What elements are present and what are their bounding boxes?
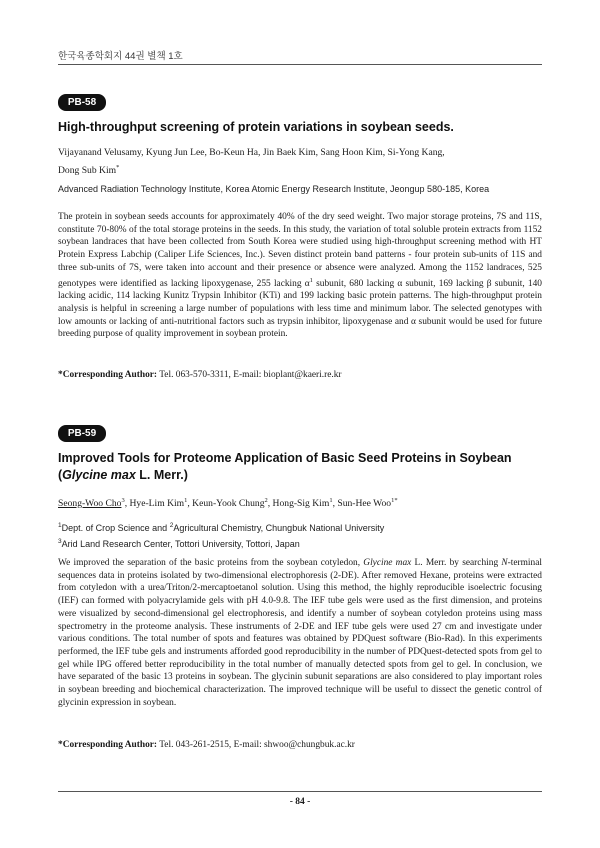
- author-sep: ,: [124, 498, 130, 510]
- affil-text: Agricultural Chemistry, Chungbuk National University: [173, 523, 385, 533]
- author-sep: ,: [187, 498, 193, 510]
- abstract-text: -terminal sequences data in proteins isolated by two-dimensional electrophoresis (2-DE). After removed Hexane, proteins were extracted from cotyledon with a urea/Triton/2-mercaptoetanol solution. Using this method, the highly reproducible isoelectric focusing (IEF) can formed with polyacrylamide gels with pH 4.0-9.8. The IEF tube gels were used as the first dimension, and proteins were visualized by second-dimensional gel electrophoresis, and identify a number of soybean cotyledon proteins using mass spectrometry in the proteome analysis. These instruments of 2-DE and IEF tube gels were used 27 cm and investigate under various conditions. The total number of spots and features was obtained by PDQuest software (Bio-Rad). In this experiments performed, the IEF tube gels and instruments afforded good reproducibility in the number of PDQuest-detected spots from gel to gel while IPG offered better reproducibility in the total number of manually detected spots from gel to gel. In conclusion, we have separated of the basic 13 proteins in soybean. The glycinin subunit separations are also considered to play important roles in soybean breeding and biochemical characterization. The improved technique will be useful to dissect the genetic control of glycinin expression in soybean.: [58, 558, 542, 708]
- footer-divider: [58, 791, 542, 792]
- corresponding-author-pb58: [58, 370, 542, 380]
- abstract-badge-pb59: PB-59: [58, 425, 106, 442]
- header-divider: [58, 64, 542, 65]
- author-sep: ,: [267, 498, 273, 510]
- corresponding-contact: Tel. 043-261-2515, E-mail: shwoo@chungbuk.ac.kr: [157, 740, 355, 750]
- affil-text: Dept. of Crop Science and: [61, 523, 170, 533]
- journal-header: 한국육종학회지 44권 별책 1호: [58, 51, 183, 62]
- species-name: Glycine max: [62, 468, 136, 482]
- affil-sup: 1: [58, 522, 62, 529]
- abstract-text: The protein in soybean seeds accounts for approximately 40% of the dry seed weight. Two major storage proteins, 7S and 11S, constitute 70-80% of the total storage proteins in the seeds. In this study, the variation of total soluble protein extracts from 1152 soybean landraces that have been collected from South Korea were studied using high-throughput screening method with HT Protein Express Labchip (Caliper Life Sciences, Inc.). Seven distinct protein band patterns - four protein sub-units of 11S and three sub-units of 7S, were taken into account and their presence or absence were analyzed. Among the 1152 landraces, 525 genotypes were identified as lacking lipoxygenase, 255 lacking α: [58, 212, 542, 289]
- abstract-text: L. Merr. by searching: [411, 558, 502, 568]
- abstract-body-pb58: [58, 211, 542, 341]
- affiliation-line2: [58, 535, 542, 551]
- corresponding-author-pb59: [58, 740, 542, 750]
- authors-line2: [58, 161, 542, 179]
- author-sup: 1: [184, 497, 188, 504]
- abstract-title-pb58: High-throughput screening of protein variations in soybean seeds.: [58, 120, 454, 134]
- abstract-sup: 1: [309, 276, 313, 284]
- species-name: Glycine max: [363, 558, 412, 568]
- authors-pb59: [58, 494, 542, 512]
- author-name: Hye-Lim Kim: [129, 498, 185, 510]
- affil-sup: 3: [58, 538, 62, 545]
- author-name: Sun-Hee Woo: [337, 498, 392, 510]
- affiliation-line1: [58, 519, 542, 535]
- page-number: - 84 -: [289, 797, 311, 807]
- author-name: Keun-Yook Chung: [192, 498, 265, 510]
- author-name: Seong-Woo Cho: [58, 498, 122, 510]
- affil-text: Arid Land Research Center, Tottori University, Tottori, Japan: [61, 539, 300, 549]
- author-sup: 2: [264, 497, 268, 504]
- title-end: L. Merr.): [135, 468, 188, 482]
- title-paren: (: [58, 468, 63, 482]
- corresponding-label: *Corresponding Author:: [58, 370, 158, 380]
- abstract-text: subunit, 680 lacking α subunit, 169 lacking β subunit, 140 lacking acidic, 114 lacking Kunitz Trypsin Inhibitor (KTi) and 199 lacking basic protein patterns. The high-throughput protein analysis is helpful in screening a large number of populations with less time and minimum labor. The selected genotypes with low amounts or lacking of anti-nutritional factors such as trypsin inhibitor, lipoxygenase and α subunit would be used for future breeding purpose of quality improvement in soybean protein.: [58, 278, 542, 340]
- author-sep: ,: [332, 498, 338, 510]
- title-line2: [58, 467, 542, 484]
- corresponding-label: *Corresponding Author:: [58, 740, 158, 750]
- abstract-body-pb59: [58, 557, 542, 709]
- affiliation-pb59: [58, 519, 542, 551]
- title-line1: Improved Tools for Proteome Application of Basic Seed Proteins in Soybean: [58, 451, 512, 465]
- affiliation-pb58: Advanced Radiation Technology Institute, Korea Atomic Energy Research Institute, Jeongup 580-185, Korea: [58, 184, 490, 194]
- authors-line1: Vijayanand Velusamy, Kyung Jun Lee, Bo-Keun Ha, Jin Baek Kim, Sang Hoon Kim, Si-Yong Kang,: [58, 147, 445, 158]
- abstract-badge-pb58: PB-58: [58, 94, 106, 111]
- abstract-italic: N: [501, 558, 508, 568]
- author-sup: 1: [329, 497, 333, 504]
- affil-sup: 2: [169, 522, 174, 529]
- author-name: Dong Sub Kim: [58, 164, 117, 176]
- author-name: Hong-Sig Kim: [272, 498, 330, 510]
- authors-pb58: [58, 146, 542, 178]
- abstract-text: We improved the separation of the basic proteins from the soybean cotyledon,: [58, 558, 364, 568]
- abstract-title-pb59: [58, 450, 542, 484]
- corresponding-contact: Tel. 063-570-3311, E-mail: bioplant@kaeri.re.kr: [157, 370, 342, 380]
- author-sup: 3: [121, 497, 125, 504]
- author-sup: 1*: [391, 497, 398, 504]
- author-sup: *: [116, 163, 120, 171]
